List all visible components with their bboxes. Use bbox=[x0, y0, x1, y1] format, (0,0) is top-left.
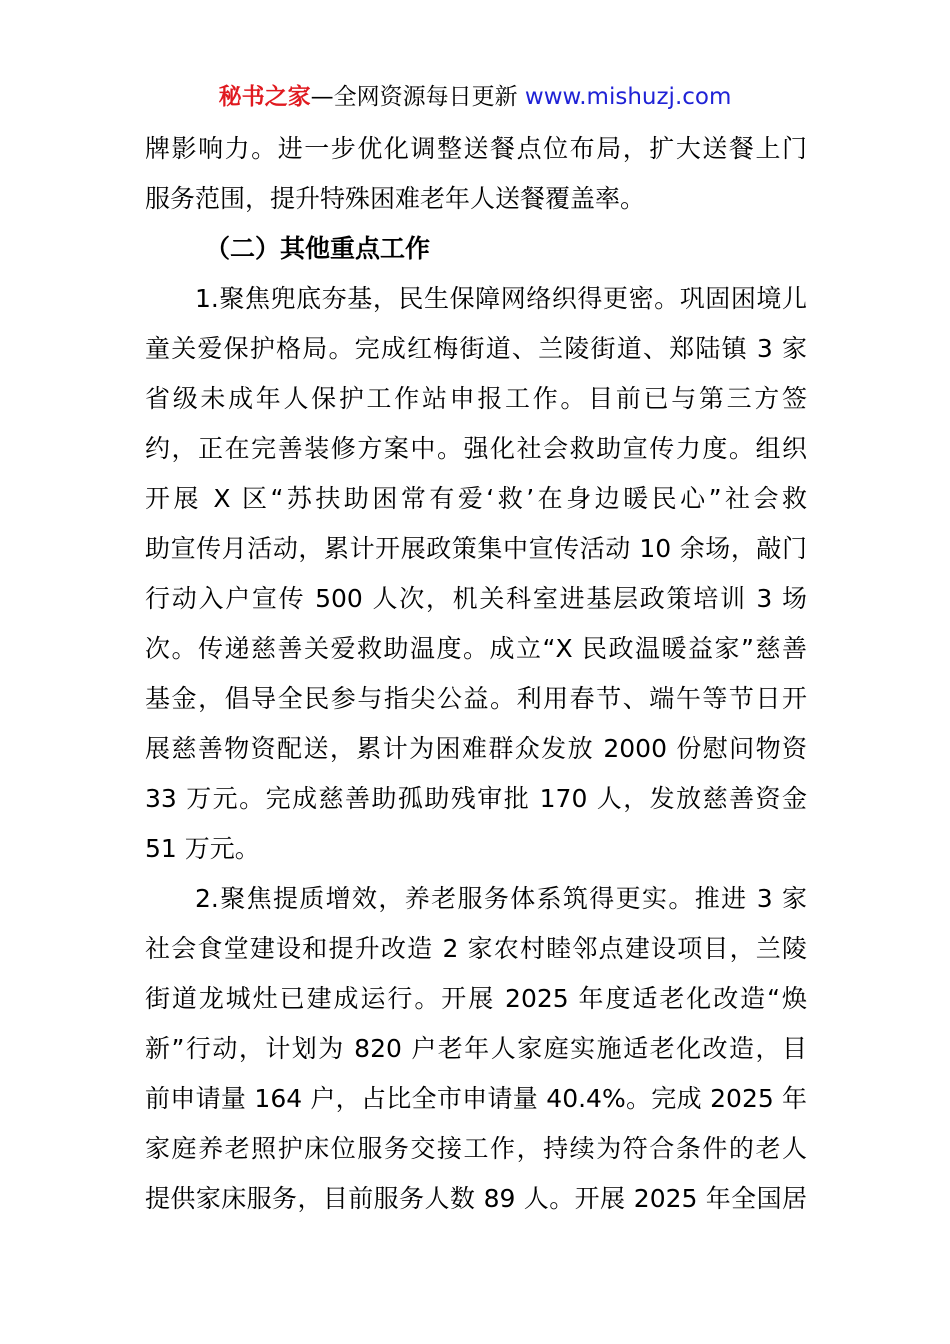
paragraph-line: 街道龙城灶已建成运行。开展 2025 年度适老化改造“焕 bbox=[145, 984, 807, 1013]
paragraph-line: 社会食堂建设和提升改造 2 家农村睦邻点建设项目，兰陵 bbox=[145, 934, 807, 963]
paragraph-line: 家庭养老照护床位服务交接工作，持续为符合条件的老人 bbox=[145, 1134, 807, 1163]
site-header bbox=[0, 80, 950, 114]
site-url-link[interactable]: www.mishuzj.com bbox=[524, 84, 732, 110]
paragraph-line: 33 万元。完成慈善助孤助残审批 170 人，发放慈善资金 bbox=[145, 784, 807, 813]
paragraph-line: 行动入户宣传 500 人次，机关科室进基层政策培训 3 场 bbox=[145, 584, 807, 613]
site-brand: 秘书之家 bbox=[218, 84, 311, 110]
section-heading: （二）其他重点工作 bbox=[205, 234, 431, 263]
paragraph-line: 省级未成年人保护工作站申报工作。目前已与第三方签 bbox=[145, 384, 807, 413]
document-body bbox=[145, 124, 807, 1224]
paragraph-line: 次。传递慈善关爱救助温度。成立“X 民政温暖益家”慈善 bbox=[145, 634, 807, 663]
paragraph-line: 51 万元。 bbox=[145, 834, 260, 863]
paragraph-line: 服务范围，提升特殊困难老年人送餐覆盖率。 bbox=[145, 184, 646, 213]
paragraph-line: 展慈善物资配送，累计为困难群众发放 2000 份慰问物资 bbox=[145, 734, 807, 763]
paragraph-first-line: 2.聚焦提质增效，养老服务体系筑得更实。推进 3 家 bbox=[195, 884, 807, 913]
paragraph-line: 前申请量 164 户，占比全市申请量 40.4%。完成 2025 年 bbox=[145, 1084, 807, 1113]
paragraph-line: 助宣传月活动，累计开展政策集中宣传活动 10 余场，敲门 bbox=[145, 534, 807, 563]
paragraph-line: 童关爱保护格局。完成红梅街道、兰陵街道、郑陆镇 3 家 bbox=[145, 334, 807, 363]
paragraph-line: 基金，倡导全民参与指尖公益。利用春节、端午等节日开 bbox=[145, 684, 807, 713]
paragraph-line: 约，正在完善装修方案中。强化社会救助宣传力度。组织 bbox=[145, 434, 807, 463]
site-tagline: —全网资源每日更新 bbox=[310, 84, 518, 110]
paragraph-line: 牌影响力。进一步优化调整送餐点位布局，扩大送餐上门 bbox=[145, 134, 807, 163]
paragraph-line: 提供家床服务，目前服务人数 89 人。开展 2025 年全国居 bbox=[145, 1184, 807, 1213]
paragraph-line: 开展 X 区“苏扶助困常有爱‘救’在身边暖民心”社会救 bbox=[145, 484, 807, 513]
paragraph-line: 新”行动，计划为 820 户老年人家庭实施适老化改造，目 bbox=[145, 1034, 807, 1063]
paragraph-first-line: 1.聚焦兜底夯基，民生保障网络织得更密。巩固困境儿 bbox=[195, 284, 807, 313]
